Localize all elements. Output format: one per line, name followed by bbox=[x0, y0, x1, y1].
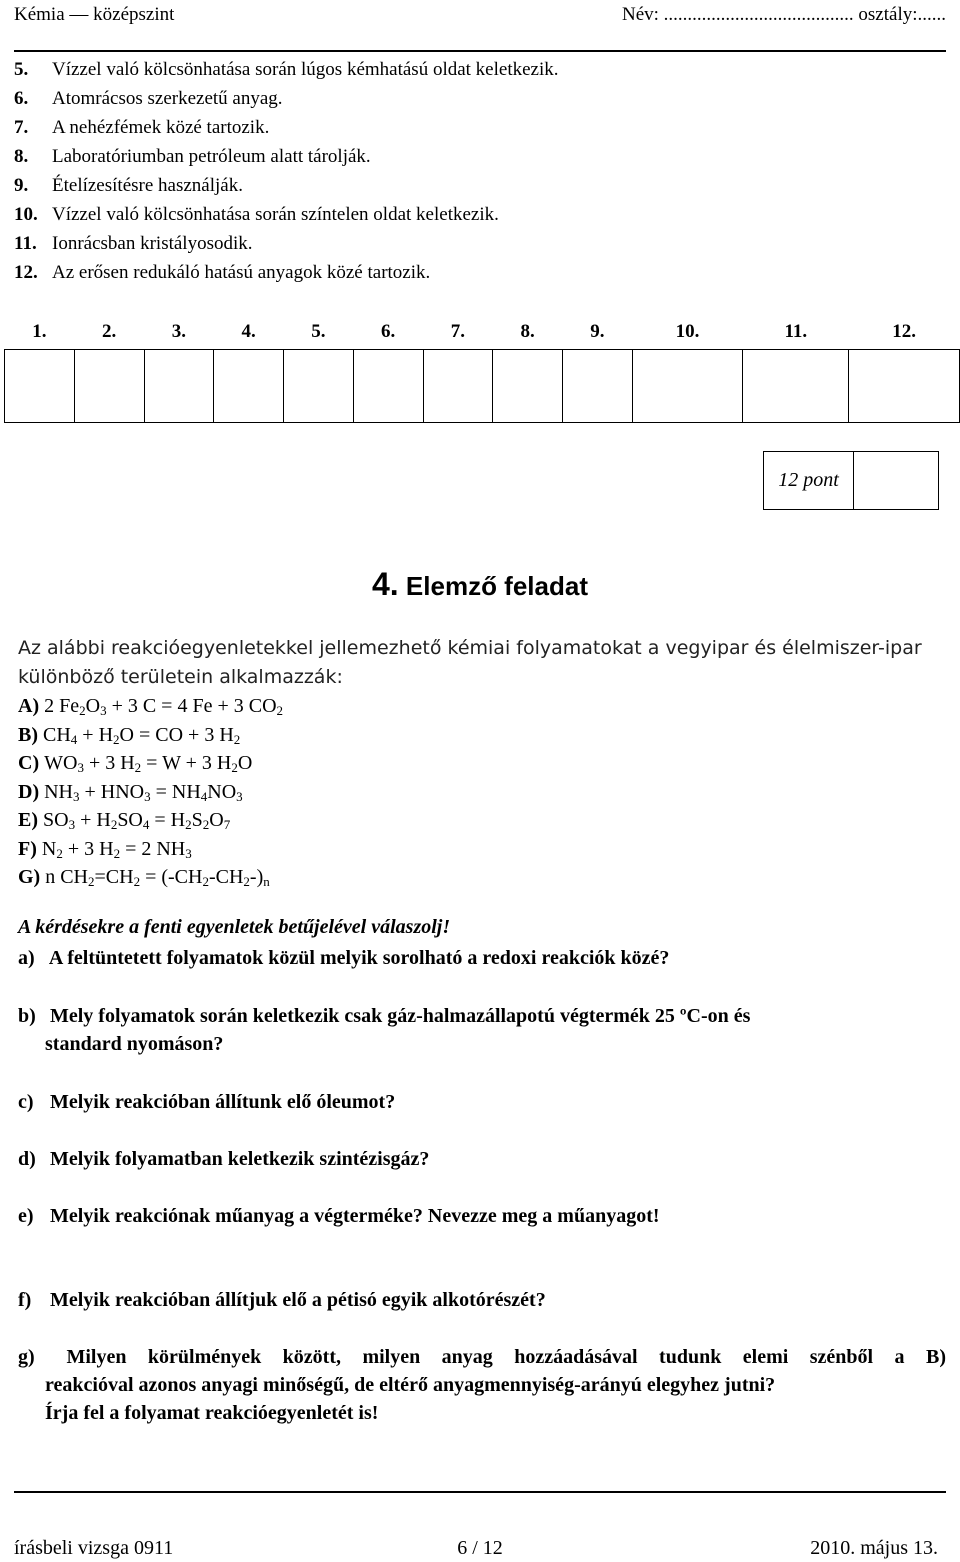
equation-text: NH bbox=[44, 780, 73, 803]
equation-text: -CH bbox=[208, 866, 244, 888]
equation-text: = W + 3 H bbox=[141, 752, 232, 774]
equation-subscript: 2 bbox=[113, 731, 120, 747]
equation-subscript: 2 bbox=[133, 874, 141, 889]
points-score-field[interactable] bbox=[854, 452, 938, 509]
question-line bbox=[18, 1343, 946, 1371]
question-text: Melyik folyamatban keletkezik szintézisgáz? bbox=[50, 1148, 430, 1170]
answer-col-header: 6. bbox=[381, 320, 396, 342]
question-line: standard nyomáson? bbox=[45, 1033, 224, 1055]
question-text: A feltüntetett folyamatok közül melyik sorolható a redoxi reakciók közé? bbox=[48, 947, 670, 969]
list-item bbox=[14, 55, 559, 84]
question-e bbox=[18, 1202, 946, 1230]
answer-cell[interactable] bbox=[284, 349, 354, 422]
question-text: Melyik reakcióban állítjuk elő a pétisó egyik alkotórészét? bbox=[50, 1289, 546, 1311]
equation-subscript: 2 bbox=[79, 703, 86, 718]
equation-text: S bbox=[191, 809, 203, 831]
equation-text: + 3 H bbox=[62, 837, 114, 860]
equation-text: = H bbox=[149, 809, 186, 831]
header-subject: Kémia — középszint bbox=[14, 4, 175, 25]
answer-col-header: 12. bbox=[892, 320, 917, 342]
equation-text: NO bbox=[207, 780, 237, 803]
equation-subscript: 2 bbox=[202, 874, 209, 889]
equation-list bbox=[18, 692, 283, 892]
equation-subscript: 4 bbox=[70, 731, 78, 747]
question-label: f) bbox=[18, 1289, 32, 1311]
equation-subscript: n bbox=[263, 874, 270, 889]
section-number: 4. bbox=[372, 566, 399, 602]
equation-text: N bbox=[41, 837, 57, 860]
footer-date: 2010. május 13. bbox=[810, 1537, 938, 1559]
equation-subscript: 2 bbox=[110, 817, 118, 832]
equation-subscript: 2 bbox=[134, 760, 142, 775]
answer-col-header: 1. bbox=[32, 320, 47, 342]
equation-subscript: 7 bbox=[223, 817, 231, 832]
question-c bbox=[18, 1088, 946, 1116]
list-item bbox=[14, 258, 559, 287]
answer-cell[interactable] bbox=[74, 349, 144, 422]
equation-subscript: 3 bbox=[144, 788, 151, 804]
answer-cell[interactable] bbox=[849, 349, 960, 422]
answer-col-header: 3. bbox=[171, 320, 186, 342]
question-text: Mely folyamatok során keletkezik csak gáz-halmazállapotú végtermék 25 ºC-on és bbox=[50, 1005, 751, 1027]
item-text: A nehézfémek közé tartozik. bbox=[52, 117, 270, 138]
item-text: Atomrácsos szerkezetű anyag. bbox=[52, 88, 283, 109]
answer-cell[interactable] bbox=[144, 349, 214, 422]
question-label: d) bbox=[18, 1148, 36, 1170]
answer-col-header: 9. bbox=[590, 320, 605, 342]
answer-cell[interactable] bbox=[493, 349, 563, 422]
equation-label: C) bbox=[18, 752, 45, 774]
points-box bbox=[763, 451, 939, 510]
question-text: Melyik reakcióban állítunk elő óleumot? bbox=[50, 1091, 396, 1113]
equation-subscript: 3 bbox=[68, 817, 76, 832]
answer-col-header: 7. bbox=[450, 320, 465, 342]
equation-text: + H bbox=[75, 809, 111, 831]
equation-row bbox=[18, 863, 283, 892]
equation-text: SO bbox=[117, 809, 143, 831]
question-d bbox=[18, 1145, 946, 1173]
equation-subscript: 2 bbox=[233, 731, 241, 747]
equation-label: A) bbox=[18, 695, 45, 717]
question-label: e) bbox=[18, 1205, 34, 1227]
answer-table bbox=[4, 315, 960, 423]
item-number: 7. bbox=[14, 117, 29, 138]
question-line bbox=[18, 1002, 946, 1030]
item-number: 8. bbox=[14, 146, 29, 167]
list-item bbox=[14, 229, 559, 258]
equation-subscript: 2 bbox=[231, 760, 238, 775]
equation-row bbox=[18, 721, 283, 750]
equation-text: WO bbox=[44, 752, 78, 774]
item-number: 10. bbox=[14, 204, 38, 225]
equation-text: O = CO + 3 H bbox=[119, 723, 234, 746]
equation-subscript: 2 bbox=[185, 817, 192, 832]
footer-divider bbox=[14, 1491, 946, 1493]
item-text: Az erősen redukáló hatású anyagok közé tartozik. bbox=[52, 262, 431, 283]
equation-subscript: 2 bbox=[88, 874, 95, 889]
section-title-text: Elemző feladat bbox=[405, 571, 588, 601]
question-line: reakcióval azonos anyagi minőségű, de eltérő anyagmennyiség-arányú elegyhez jutni? bbox=[45, 1374, 776, 1396]
answer-col-header: 8. bbox=[520, 320, 535, 342]
item-text: Laboratóriumban petróleum alatt tárolják. bbox=[52, 146, 371, 167]
equation-text: = 2 NH bbox=[120, 837, 186, 860]
intro-paragraph: Az alábbi reakcióegyenletekkel jellemezhető kémiai folyamatokat a vegyipar és élelmiszer-ipar különböző területein alkalmazzák: bbox=[18, 637, 922, 688]
answer-cell[interactable] bbox=[563, 349, 633, 422]
equation-text: O bbox=[85, 695, 101, 717]
question-f bbox=[18, 1286, 946, 1314]
equation-text: n CH bbox=[45, 866, 89, 888]
equation-subscript: 2 bbox=[202, 817, 210, 832]
question-a bbox=[18, 944, 946, 972]
item-number: 11. bbox=[14, 233, 37, 254]
question-g bbox=[18, 1343, 946, 1427]
points-label: 12 pont bbox=[764, 452, 854, 509]
header-divider bbox=[14, 50, 946, 52]
equation-text: + 3 C = 4 Fe + 3 CO bbox=[106, 695, 277, 717]
item-list bbox=[14, 55, 559, 287]
equation-label: F) bbox=[18, 837, 42, 860]
equation-subscript: 3 bbox=[100, 703, 107, 718]
equation-text: 2 Fe bbox=[44, 695, 80, 717]
footer-page-number: 6 / 12 bbox=[457, 1537, 503, 1559]
question-text: Melyik reakciónak műanyag a végterméke? Nevezze meg a műanyagot! bbox=[50, 1205, 660, 1227]
equation-text: + HNO bbox=[79, 780, 145, 803]
equation-text: =CH bbox=[94, 866, 134, 888]
question-line: Írja fel a folyamat reakcióegyenletét is! bbox=[45, 1402, 379, 1424]
item-text: Ionrácsban kristályosodik. bbox=[52, 233, 253, 254]
equation-label: G) bbox=[18, 866, 46, 888]
equation-subscript: 3 bbox=[77, 760, 84, 775]
answer-cell[interactable] bbox=[5, 349, 75, 422]
equation-row bbox=[18, 692, 283, 721]
equation-text: CH bbox=[43, 723, 71, 746]
equation-row bbox=[18, 749, 283, 778]
equation-subscript: 3 bbox=[236, 788, 243, 804]
equation-text: -) bbox=[249, 866, 264, 888]
list-item bbox=[14, 142, 559, 171]
equation-subscript: 2 bbox=[276, 703, 284, 718]
equation-label: B) bbox=[18, 723, 43, 746]
equation-text: = (-CH bbox=[140, 866, 203, 888]
answer-col-header: 10. bbox=[675, 320, 700, 342]
equation-label: D) bbox=[18, 780, 45, 803]
list-item bbox=[14, 84, 559, 113]
equation-subscript: 2 bbox=[243, 874, 250, 889]
question-label: b) bbox=[18, 1005, 36, 1027]
section-title bbox=[0, 566, 960, 603]
item-number: 12. bbox=[14, 262, 38, 283]
answer-cell[interactable] bbox=[743, 349, 849, 422]
answer-col-header: 2. bbox=[102, 320, 117, 342]
equation-text: + H bbox=[77, 723, 114, 746]
equation-text: + 3 H bbox=[83, 752, 135, 774]
item-text: Vízzel való kölcsönhatása során lúgos kémhatású oldat keletkezik. bbox=[52, 59, 559, 80]
equation-label: E) bbox=[18, 809, 43, 831]
equation-text: O bbox=[209, 809, 224, 831]
answer-cell[interactable] bbox=[353, 349, 423, 422]
equation-text: SO bbox=[43, 809, 69, 831]
answer-table-row bbox=[5, 349, 960, 422]
item-number: 9. bbox=[14, 175, 29, 196]
equation-row bbox=[18, 835, 283, 864]
item-text: Vízzel való kölcsönhatása során színtelen oldat keletkezik. bbox=[52, 204, 499, 225]
answer-table-header-row bbox=[5, 315, 960, 349]
equation-subscript: 2 bbox=[56, 845, 63, 861]
equation-subscript: 4 bbox=[142, 817, 150, 832]
item-number: 5. bbox=[14, 59, 29, 80]
answer-col-header: 4. bbox=[241, 320, 256, 342]
item-text: Ételízesítésre használják. bbox=[52, 175, 243, 196]
item-number: 6. bbox=[14, 88, 29, 109]
equation-subscript: 2 bbox=[113, 845, 121, 861]
page-header bbox=[14, 4, 946, 30]
question-label: c) bbox=[18, 1091, 34, 1113]
footer-exam-code: írásbeli vizsga 0911 bbox=[14, 1537, 174, 1559]
list-item bbox=[14, 200, 559, 229]
answer-col-header: 11. bbox=[784, 320, 808, 342]
answer-cell[interactable] bbox=[214, 349, 284, 422]
answer-cell[interactable] bbox=[423, 349, 493, 422]
equation-subscript: 4 bbox=[200, 788, 208, 804]
equation-row bbox=[18, 806, 283, 835]
list-item bbox=[14, 171, 559, 200]
answer-col-header: 5. bbox=[311, 320, 326, 342]
list-item bbox=[14, 113, 559, 142]
question-label: a) bbox=[18, 947, 35, 969]
equation-row bbox=[18, 778, 283, 807]
equation-subscript: 3 bbox=[73, 788, 80, 804]
question-b bbox=[18, 1002, 946, 1058]
equation-text: = NH bbox=[150, 780, 201, 803]
equation-subscript: 3 bbox=[185, 845, 192, 861]
answer-cell[interactable] bbox=[632, 349, 743, 422]
header-name-class: Név: ........................................ osztály:...... bbox=[621, 4, 946, 25]
question-label: g) bbox=[18, 1346, 35, 1368]
equation-text: O bbox=[237, 752, 253, 774]
question-text: Milyen körülmények között, milyen anyag hozzáadásával tudunk elemi szénből a B) bbox=[66, 1346, 946, 1368]
instruction-text: A kérdésekre a fenti egyenletek betűjelével válaszolj! bbox=[18, 916, 451, 938]
